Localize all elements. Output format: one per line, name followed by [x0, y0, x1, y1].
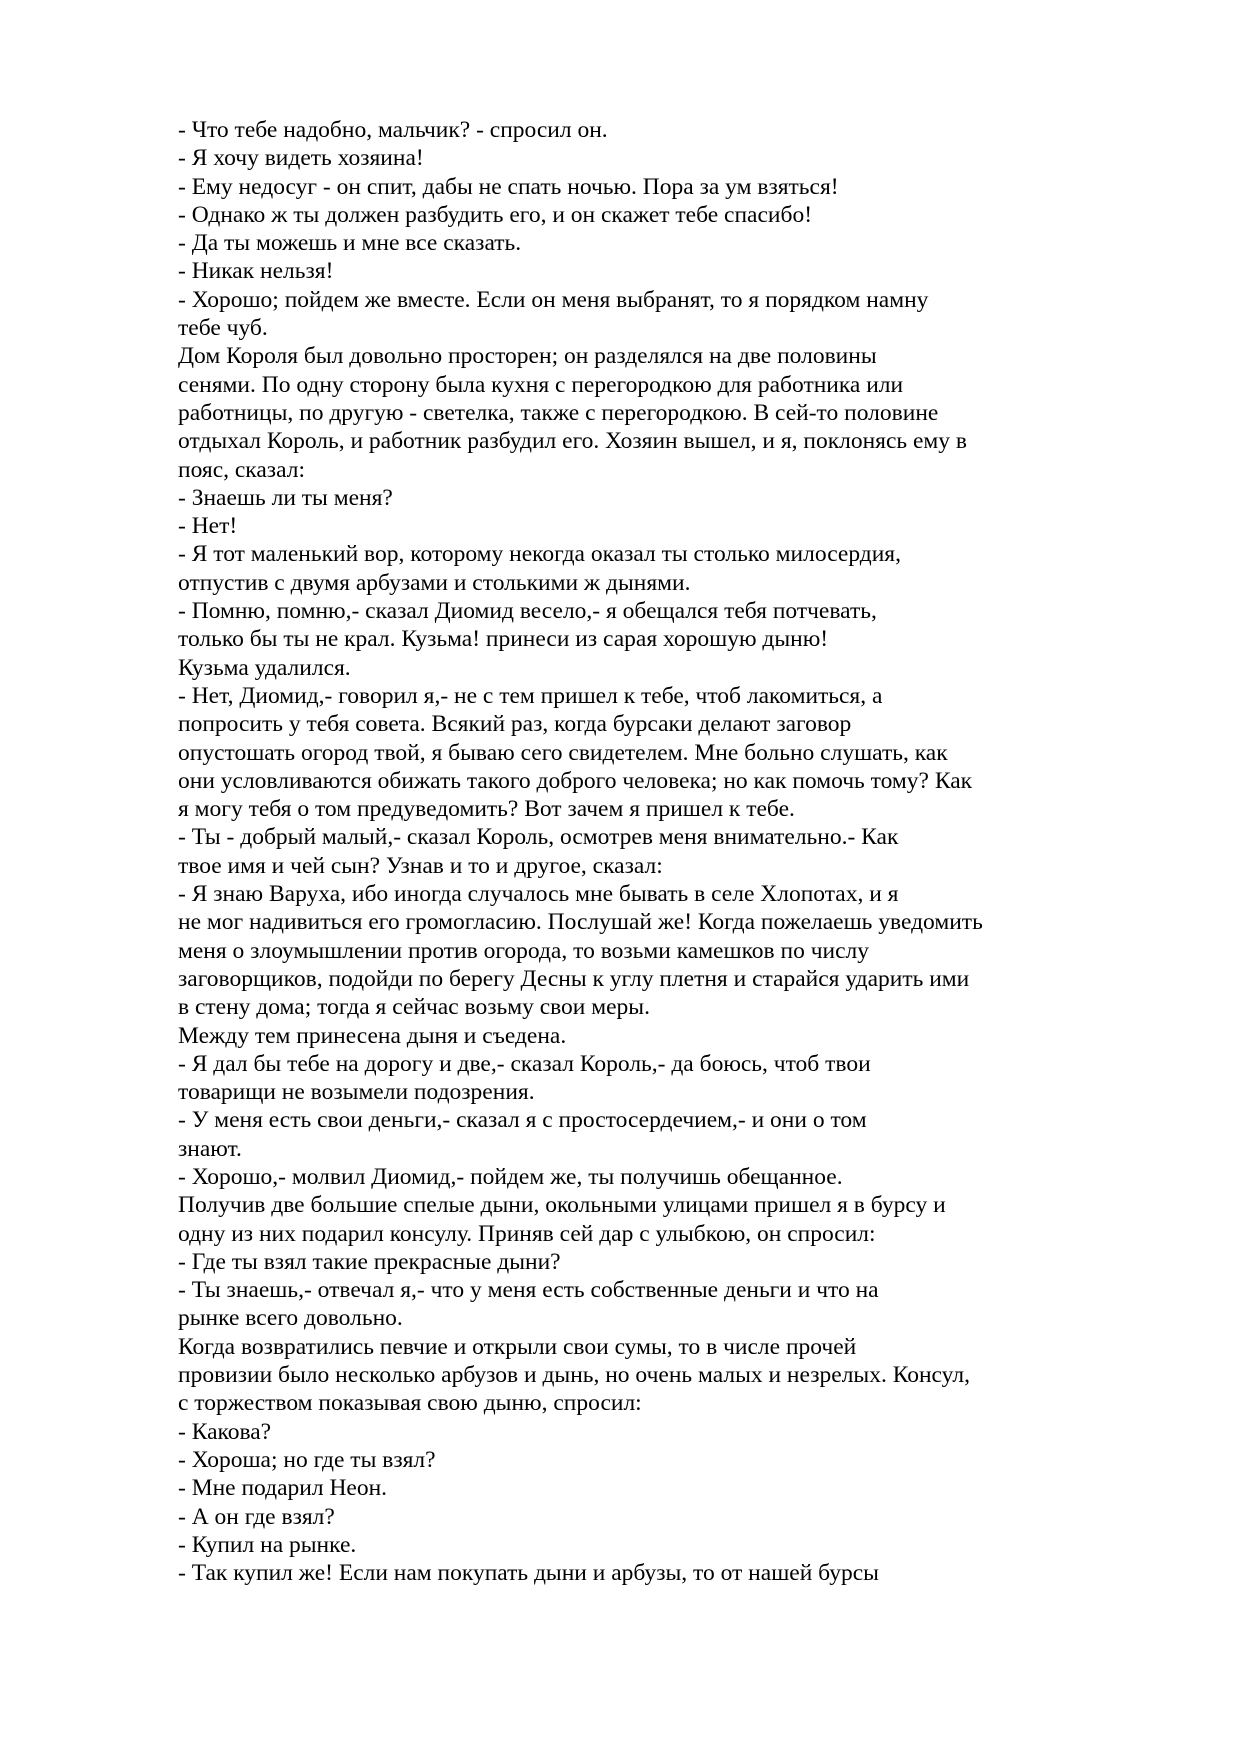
text-line: знают.	[178, 1135, 242, 1162]
text-line: - Я знаю Варуха, ибо иногда случалось мне бывать в селе Хлопотах, и я	[178, 881, 899, 908]
text-line: с торжеством показывая свою дыню, спросил:	[178, 1390, 642, 1417]
text-line: в стену дома; тогда я сейчас возьму свои меры.	[178, 994, 650, 1021]
text-line: твое имя и чей сын? Узнав и то и другое, сказал:	[178, 852, 663, 879]
text-line: - Нет!	[178, 513, 238, 540]
text-line: - А он где взял?	[178, 1503, 335, 1530]
text-line: они условливаются обижать такого доброго человека; но как помочь тому? Как	[178, 767, 973, 794]
text-line: - Ты знаешь,- отвечал я,- что у меня есть собственные деньги и что на	[178, 1277, 879, 1304]
text-line: одну из них подарил консулу. Приняв сей дар с улыбкою, он спросил:	[178, 1220, 876, 1247]
text-line: Дом Короля был довольно просторен; он разделялся на две половины	[178, 343, 877, 370]
text-line: провизии было несколько арбузов и дынь, но очень малых и незрелых. Консул,	[178, 1362, 970, 1389]
text-line: - Мне подарил Неон.	[178, 1475, 388, 1502]
text-line: сенями. По одну сторону была кухня с перегородкою для работника или	[178, 371, 904, 398]
text-line: опустошать огород твой, я бываю сего свидетелем. Мне больно слушать, как	[178, 739, 948, 766]
text-line: - Купил на рынке.	[178, 1531, 357, 1558]
text-line: - Однако ж ты должен разбудить его, и он скажет тебе спасибо!	[178, 201, 813, 228]
text-line: - Что тебе надобно, мальчик? - спросил он.	[178, 117, 608, 143]
text-line: не мог надивиться его громогласию. Послушай же! Когда пожелаешь уведомить	[178, 909, 983, 936]
text-line: - Я тот маленький вор, которому некогда оказал ты столько милосердия,	[178, 541, 901, 568]
text-line: только бы ты не крал. Кузьма! принеси из сарая хорошую дыню!	[178, 626, 829, 653]
text-line: Когда возвратились певчие и открыли свои сумы, то в числе прочей	[178, 1333, 857, 1360]
text-line: - Так купил же! Если нам покупать дыни и арбузы, то от нашей бурсы	[178, 1560, 879, 1587]
text-line: - У меня есть свои деньги,- сказал я с простосердечием,- и они о том	[178, 1107, 867, 1134]
text-line: - Ты - добрый малый,- сказал Король, осмотрев меня внимательно.- Как	[178, 824, 899, 851]
text-line: Кузьма удалился.	[178, 654, 351, 681]
text-line: я могу тебя о том предуведомить? Вот зачем я пришел к тебе.	[178, 796, 795, 823]
text-line: - Помню, помню,- сказал Диомид весело,- я обещался тебя потчевать,	[178, 598, 877, 625]
text-line: Получив две большие спелые дыни, окольными улицами пришел я в бурсу и	[178, 1192, 946, 1219]
text-line: - Я дал бы тебе на дорогу и две,- сказал Король,- да боюсь, чтоб твои	[178, 1050, 871, 1077]
text-line: - Где ты взял такие прекрасные дыни?	[178, 1248, 561, 1275]
text-line: - Хорошо; пойдем же вместе. Если он меня выбранят, то я порядком намну	[178, 286, 929, 313]
text-line: - Я хочу видеть хозяина!	[178, 145, 424, 172]
text-line: товарищи не возымели подозрения.	[178, 1079, 535, 1106]
text-line: работницы, по другую - светелка, также с перегородкою. В сей-то половине	[178, 399, 939, 426]
text-line: - Хорошо,- молвил Диомид,- пойдем же, ты получишь обещанное.	[178, 1163, 843, 1190]
text-line: заговорщиков, подойди по берегу Десны к углу плетня и старайся ударить ими	[178, 965, 970, 992]
text-line: отдыхал Король, и работник разбудил его. Хозяин вышел, и я, поклонясь ему в	[178, 428, 968, 455]
text-line: - Нет, Диомид,- говорил я,- не с тем пришел к тебе, чтоб лакомиться, а	[178, 682, 883, 709]
text-line: отпустив с двумя арбузами и столькими ж дынями.	[178, 569, 691, 596]
document-text	[178, 116, 1178, 1587]
text-line: - Ему недосуг - он спит, дабы не спать ночью. Пора за ум взяться!	[178, 173, 839, 200]
text-line: - Знаешь ли ты меня?	[178, 484, 393, 511]
text-line: - Никак нельзя!	[178, 258, 334, 285]
text-line: тебе чуб.	[178, 315, 268, 342]
text-line: - Какова?	[178, 1418, 272, 1445]
text-line: пояс, сказал:	[178, 456, 305, 483]
text-line: Между тем принесена дыня и съедена.	[178, 1022, 567, 1049]
text-line: рынке всего довольно.	[178, 1305, 403, 1332]
text-line: - Хороша; но где ты взял?	[178, 1446, 436, 1473]
text-line: меня о злоумышлении против огорода, то возьми камешков по числу	[178, 937, 870, 964]
text-line: - Да ты можешь и мне все сказать.	[178, 230, 522, 257]
text-line: попросить у тебя совета. Всякий раз, когда бурсаки делают заговор	[178, 711, 852, 738]
